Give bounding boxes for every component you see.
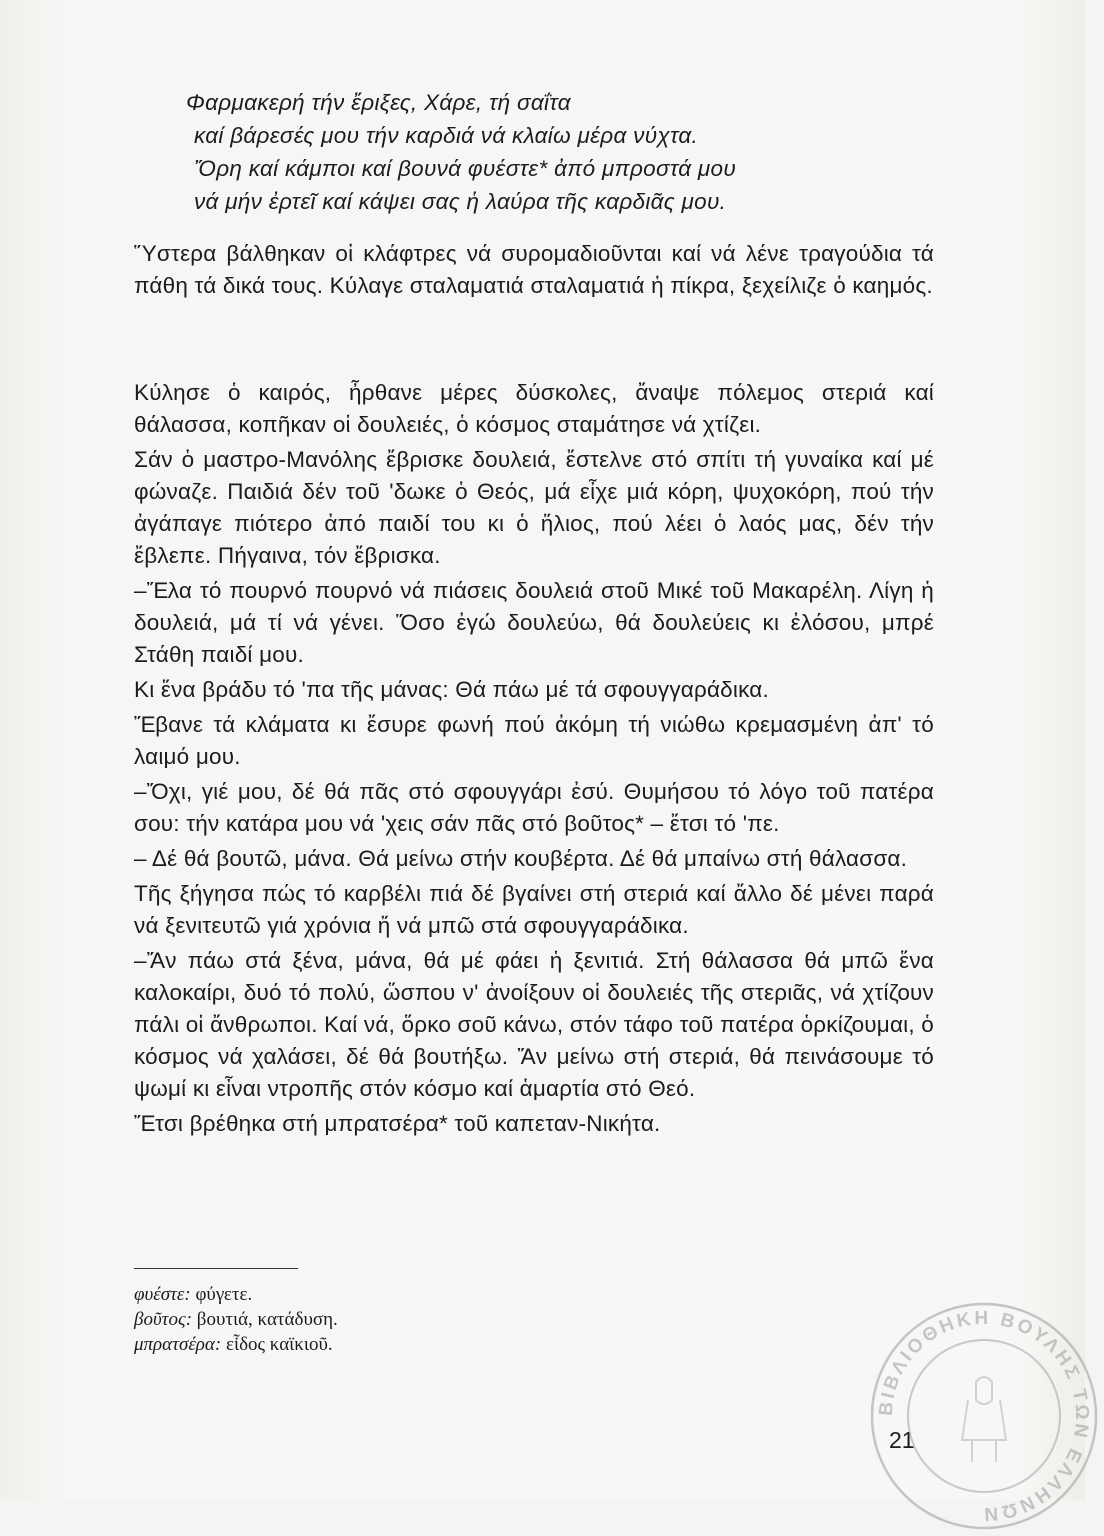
footnote	[134, 1307, 338, 1332]
paragraph: Ἔτσι βρέθηκα στή μπρατσέρα* τοῦ καπεταν-Νικήτα.	[134, 1111, 661, 1136]
library-stamp-icon	[864, 1296, 1104, 1536]
footnote	[134, 1332, 338, 1357]
footnote-term: φυέστε:	[134, 1284, 191, 1305]
verse-line: καί βάρεσές μου τήν καρδιά νά κλαίω μέρα νύχτα.	[194, 123, 699, 148]
paragraph: Ἔβανε τά κλάματα κι ἔσυρε φωνή πού ἀκόμη τή νιώθω κρεμασμένη ἀπ' τό λαιμό μου.	[134, 712, 934, 769]
paragraph: Σάν ὁ μαστρο-Μανόλης ἔβρισκε δουλειά, ἔστελνε στό σπίτι τή γυναίκα καί μέ φώναζε. Παιδιά δέν τοῦ 'δωκε ὁ Θεός, μά εἶχε μιά κόρη, ψυχοκόρη, πού τήν ἀγάπαγε πιότερο ἀπό παιδί του κι ὁ ἥλιος, πού λέει ὁ λαός μας, δέν τήν ἔβλεπε. Πήγαινα, τόν ἔβρισκα.	[134, 447, 934, 568]
verse-line: Ὄρη καί κάμποι καί βουνά φυέστε* ἀπό μπροστά μου	[194, 156, 737, 181]
paragraph: –Ἄν πάω στά ξένα, μάνα, θά μέ φάει ἡ ξενιτιά. Στή θάλασσα θά μπῶ ἕνα καλοκαίρι, δυό τό πολύ, ὥσπου ν' ἀνοίξουν οἱ δουλειές τῆς στεριᾶς, νά χτίζουν πάλι οἱ ἄνθρωποι. Καί νά, ὅρκο σοῦ κάνω, στόν τάφο τοῦ πατέρα ὁρκίζουμαι, ὁ κόσμος νά χαλάσει, δέ θά βουτήξω. Ἄν μείνω στή στεριά, θά πεινάσουμε τό ψωμί κι εἶναι ντροπῆς στόν κόσμο καί ἁμαρτία στό Θεό.	[134, 948, 934, 1101]
footnote	[134, 1282, 338, 1307]
footnote-term: βοῦτος:	[134, 1309, 193, 1330]
page-number: 21	[889, 1427, 915, 1453]
footnote-divider	[134, 1268, 298, 1269]
paragraph: Κύλησε ὁ καιρός, ἦρθανε μέρες δύσκολες, ἄναψε πόλεμος στεριά καί θάλασσα, κοπῆκαν οἱ δουλειές, ὁ κόσμος σταμάτησε νά χτίζει.	[134, 380, 934, 437]
stamp-text: ΒΙΒΛΙΟΘΗΚΗ ΒΟΥΛΗΣ ΤΩΝ ΕΛΛΗΝΩΝ	[875, 1307, 1093, 1525]
footnote-definition: εἶδος καϊκιοῦ.	[225, 1334, 333, 1355]
footnotes	[134, 1282, 338, 1357]
footnote-definition: βουτιά, κατάδυση.	[196, 1309, 338, 1330]
first-paragraph-block	[134, 238, 934, 305]
paragraph: –Ὄχι, γιέ μου, δέ θά πᾶς στό σφουγγάρι ἐσύ. Θυμήσου τό λόγο τοῦ πατέρα σου: τήν κατάρα μου νά 'χεις σάν πᾶς στό βοῦτος* – ἔτσι τό 'πε.	[134, 779, 934, 836]
paragraph: –Ἔλα τό πουρνό πουρνό νά πιάσεις δουλειά στοῦ Μικέ τοῦ Μακαρέλη. Λίγη ἡ δουλειά, μά τί νά γένει. Ὅσο ἐγώ δουλεύω, θά δουλεύεις κι ἐλόσου, μπρέ Στάθη παιδί μου.	[134, 578, 934, 667]
footnote-definition: φύγετε.	[195, 1284, 253, 1305]
verse-line: Φαρμακερή τήν ἔριξες, Χάρε, τή σαΐτα	[186, 90, 571, 115]
paragraph: Τῆς ξήγησα πώς τό καρβέλι πιά δέ βγαίνει στή στεριά καί ἄλλο δέ μένει παρά νά ξενιτευτῶ γιά χρόνια ἤ νά μπῶ στά σφουγγαράδικα.	[134, 881, 934, 938]
paragraph: – Δέ θά βουτῶ, μάνα. Θά μείνω στήν κουβέρτα. Δέ θά μπαίνω στή θάλασσα.	[134, 846, 908, 871]
footnote-term: μπρατσέρα:	[134, 1334, 222, 1355]
paragraph: Κι ἕνα βράδυ τό 'πα τῆς μάνας: Θά πάω μέ τά σφουγγαράδικα.	[134, 677, 769, 702]
paragraph: Ὕστερα βάλθηκαν οἱ κλάφτρες νά συρομαδιοῦνται καί νά λένε τραγούδια τά πάθη τά δικά τους. Κύλαγε σταλαματιά σταλαματιά ἡ πίκρα, ξεχείλιζε ὁ καημός.	[134, 241, 934, 298]
verse-line: νά μήν ἐρτεῖ καί κάψει σας ἡ λαύρα τῆς καρδιᾶς μου.	[194, 189, 727, 214]
verse-block	[186, 86, 946, 218]
main-text-block	[134, 377, 934, 1143]
